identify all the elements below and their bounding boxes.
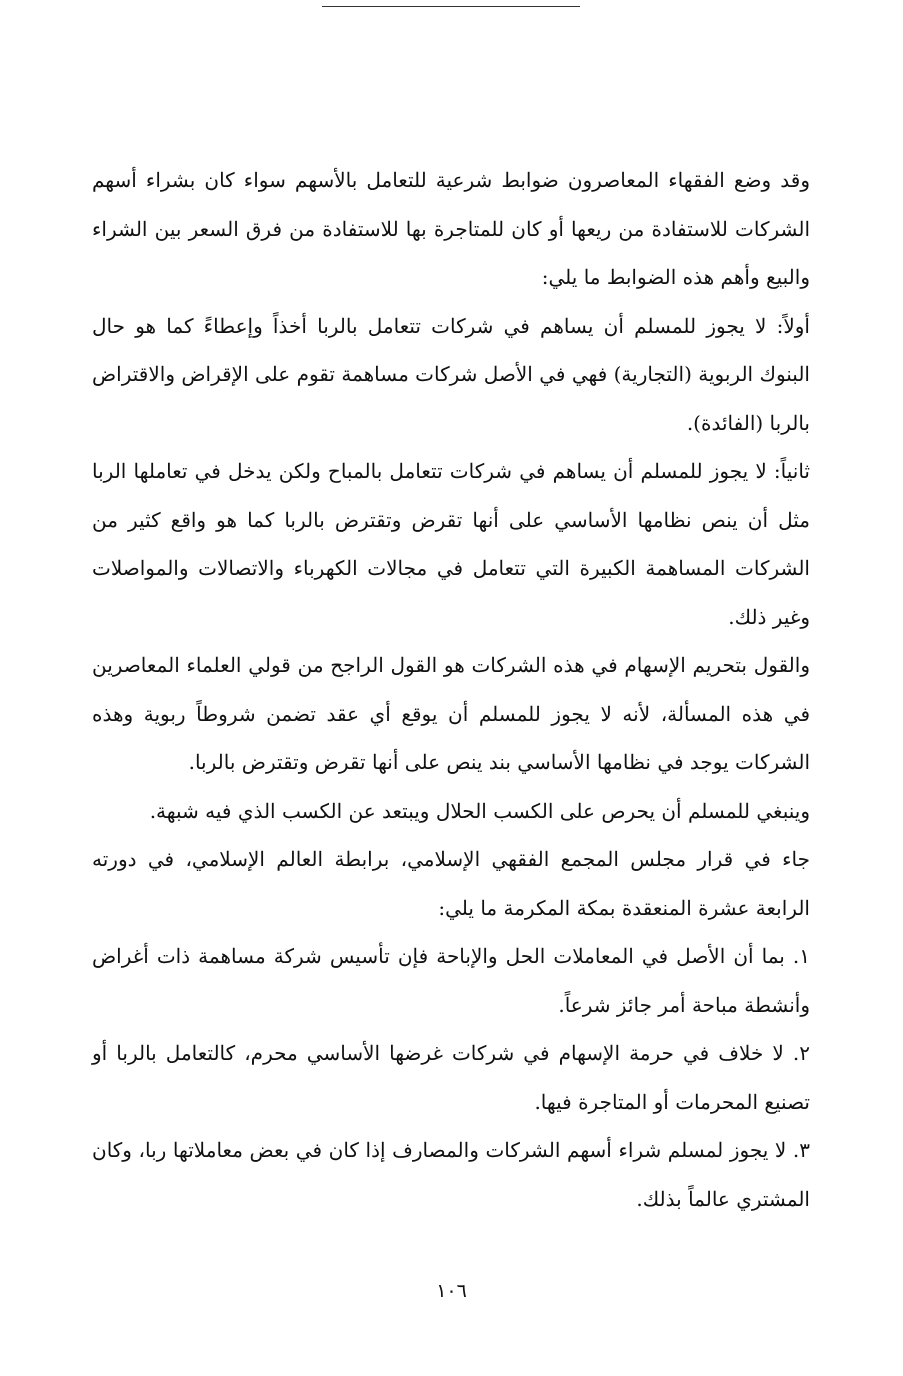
list-item-1: ١. بما أن الأصل في المعاملات الحل والإباحة فإن تأسيس شركة مساهمة ذات أغراض وأنشطة مباحة أمر جائز شرعاً. xyxy=(92,944,810,1017)
paragraph-council-decision: جاء في قرار مجلس المجمع الفقهي الإسلامي، برابطة العالم الإسلامي، في دورته الرابعة عشرة المنعقدة بمكة المكرمة ما يلي: xyxy=(92,847,810,920)
page-body xyxy=(92,156,810,1223)
top-rule xyxy=(322,6,580,7)
paragraph-first-rule: أولاً: لا يجوز للمسلم أن يساهم في شركات تتعامل بالربا أخذاً وإعطاءً كما هو حال البنوك الربوية (التجارية) فهي في الأصل شركات مساهمة تقوم على الإقراض والاقتراض بالربا (الفائدة). xyxy=(92,313,810,435)
paragraph-ruling: والقول بتحريم الإسهام في هذه الشركات هو القول الراجح من قولي العلماء المعاصرين في هذه المسألة، لأنه لا يجوز للمسلم أن يوقع أي عقد تضمن شروطاً ربوية وهذه الشركات يوجد في نظامها الأساسي بند ينص على أنها تقرض وتقترض بالربا. xyxy=(92,653,810,774)
paragraph-second-rule: ثانياً: لا يجوز للمسلم أن يساهم في شركات تتعامل بالمباح ولكن يدخل في تعاملها الربا مثل أن ينص نظامها الأساسي على أنها تقرض وتقترض بالربا كما هو واقع كثير من الشركات المساهمة الكبيرة التي تتعامل في مجالات الكهرباء والاتصالات والمواصلات وغير ذلك. xyxy=(92,459,810,629)
page-number: ١٠٦ xyxy=(436,1280,467,1302)
list-item-3: ٣. لا يجوز لمسلم شراء أسهم الشركات والمصارف إذا كان في بعض معاملاتها ربا، وكان المشتري عالماً بذلك. xyxy=(92,1138,810,1211)
paragraph-intro: وقد وضع الفقهاء المعاصرون ضوابط شرعية للتعامل بالأسهم سواء كان بشراء أسهم الشركات للاستفادة من ريعها أو كان للمتاجرة بها للاستفادة من فرق السعر بين الشراء والبيع وأهم هذه الضوابط ما يلي: xyxy=(92,168,810,289)
paragraph-advice: وينبغي للمسلم أن يحرص على الكسب الحلال ويبتعد عن الكسب الذي فيه شبهة. xyxy=(149,798,810,823)
list-item-2: ٢. لا خلاف في حرمة الإسهام في شركات غرضها الأساسي محرم، كالتعامل بالربا أو تصنيع المحرمات أو المتاجرة فيها. xyxy=(92,1041,810,1114)
